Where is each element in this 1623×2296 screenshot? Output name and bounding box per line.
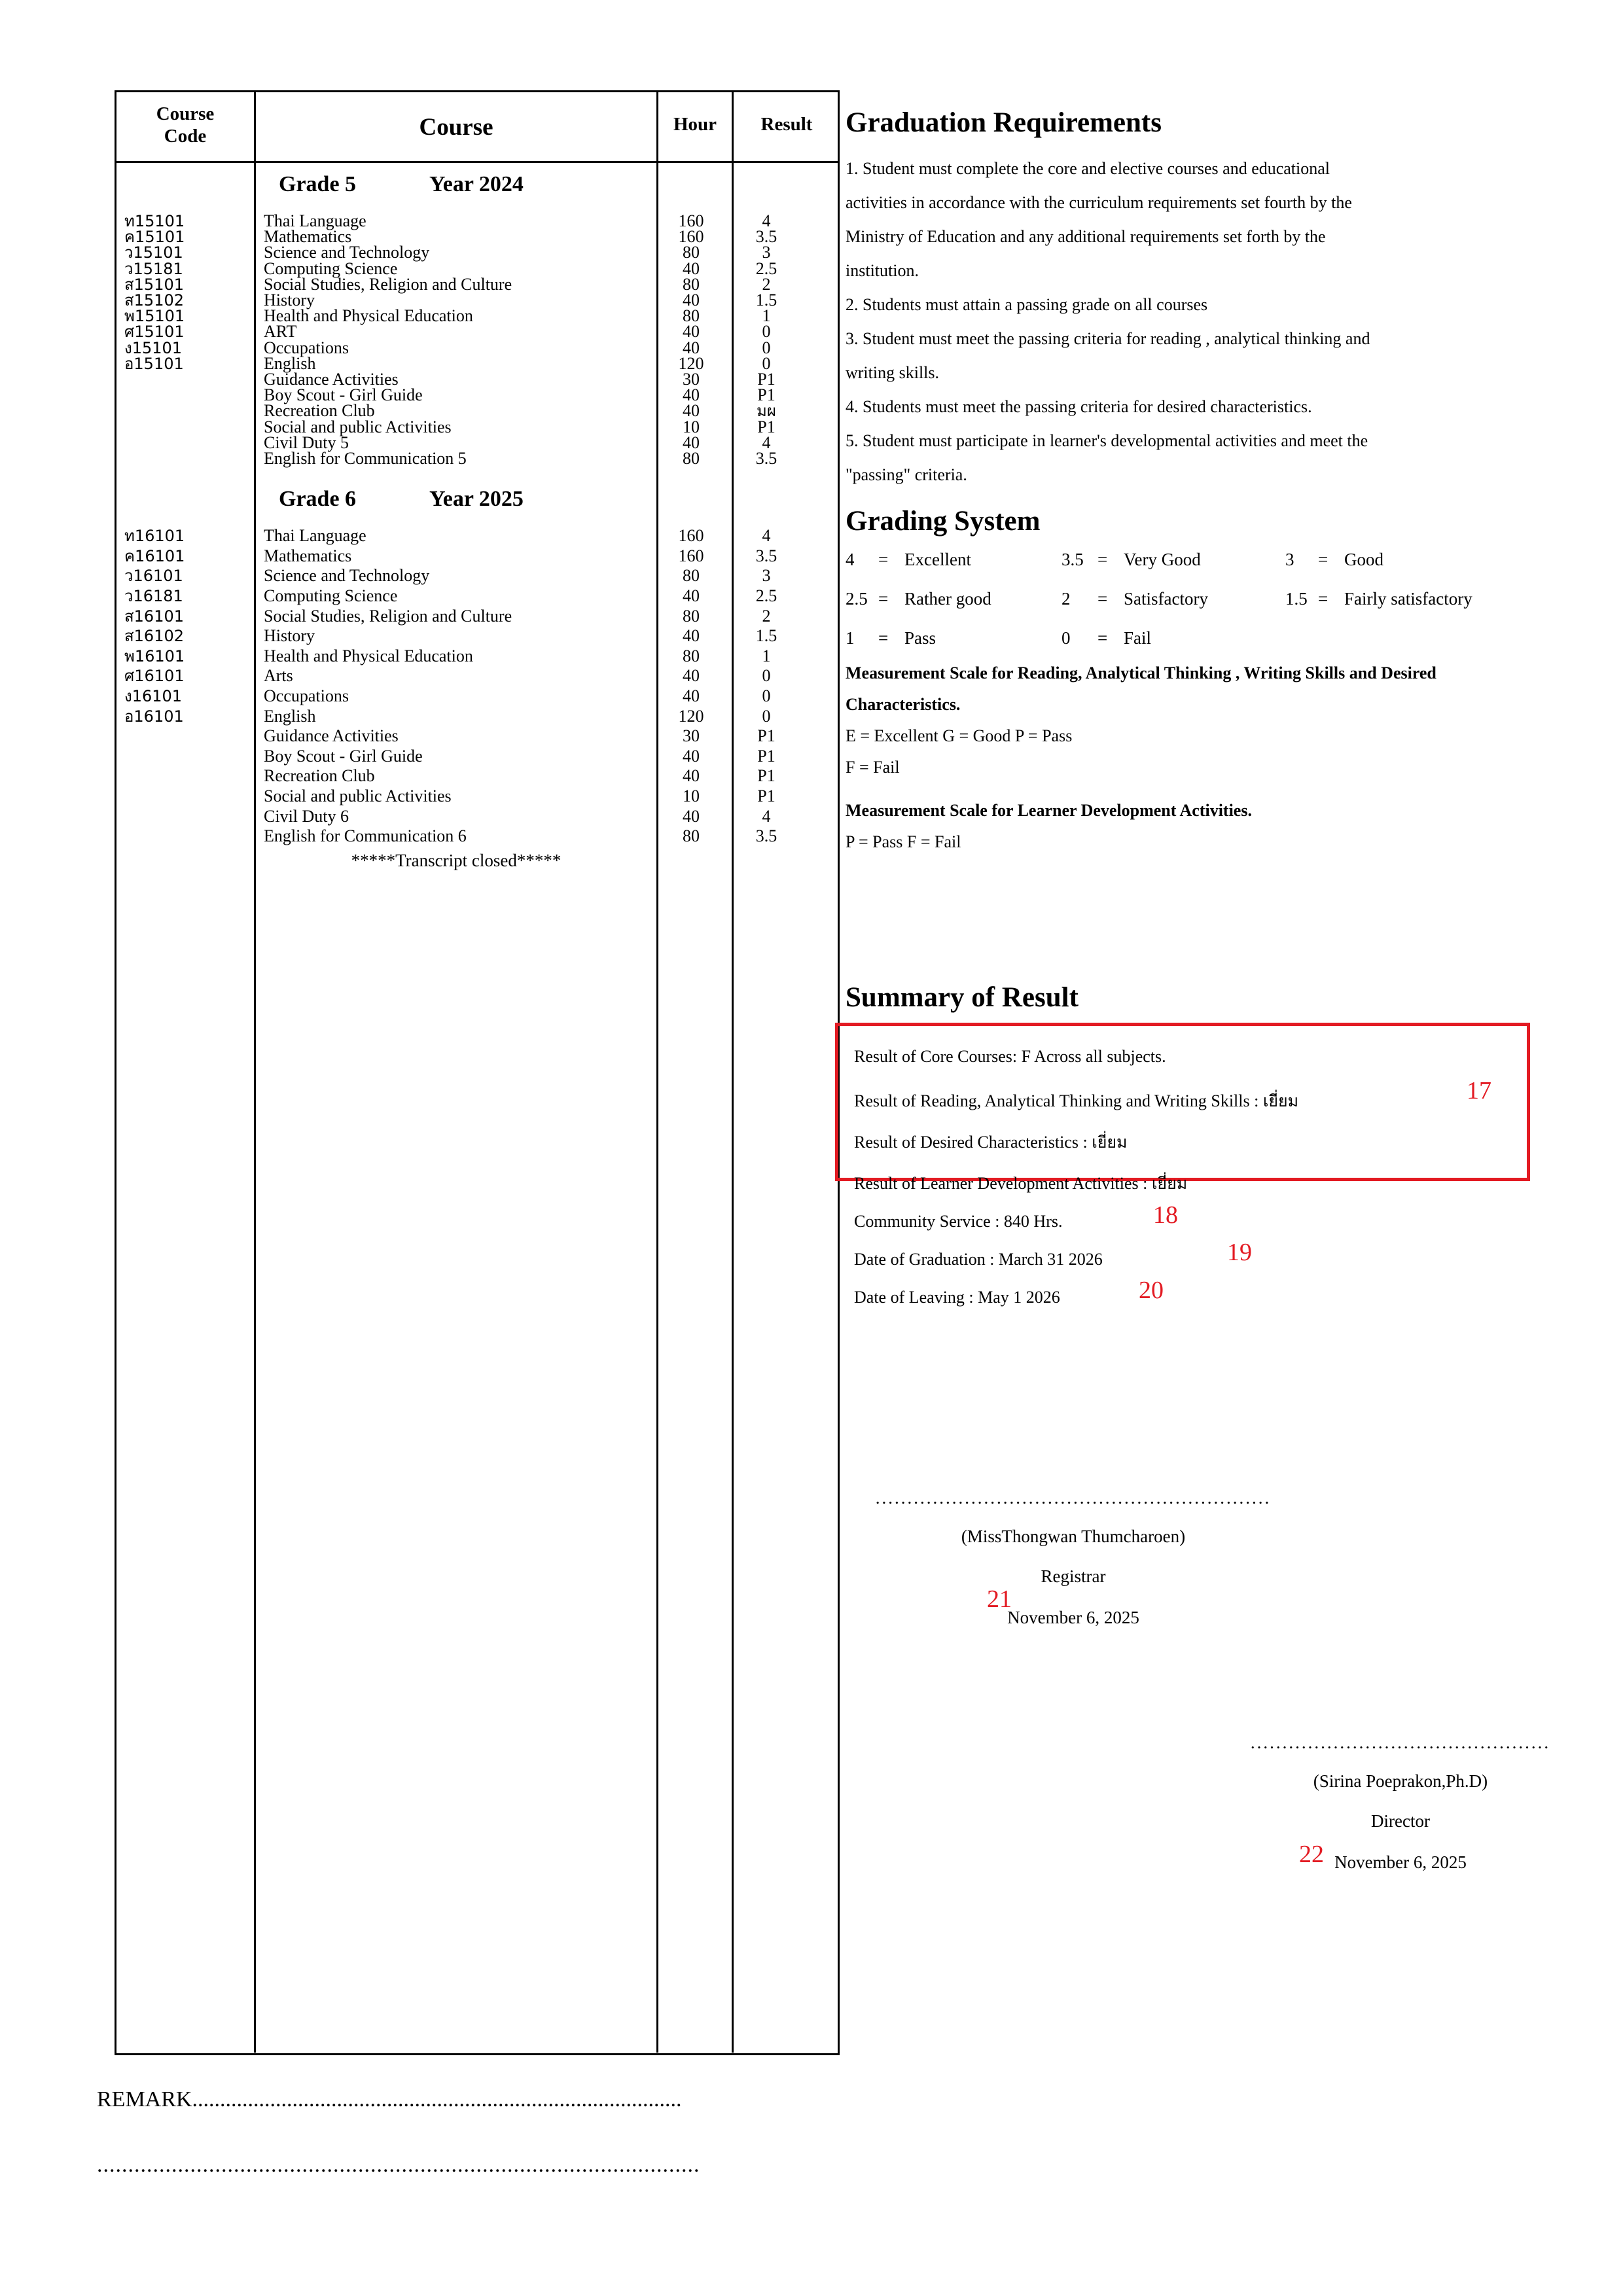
cell-course-name: Social and public Activities bbox=[264, 786, 452, 805]
table-row bbox=[116, 448, 838, 470]
section-header-1 bbox=[256, 172, 656, 198]
cell-course-name: History bbox=[264, 291, 315, 309]
cell-hour: 80 bbox=[683, 566, 700, 586]
cell-result: 0 bbox=[762, 706, 771, 726]
grade-equals: = bbox=[1318, 589, 1329, 609]
cell-result: 2.5 bbox=[755, 586, 777, 605]
table-row bbox=[116, 745, 838, 768]
cell-hour: 40 bbox=[683, 626, 700, 646]
cell-result: 0 bbox=[762, 686, 771, 705]
grading-scale bbox=[846, 540, 1618, 658]
graduation-requirement-line-1: 1. Student must complete the core and elective courses and educational bbox=[846, 159, 1330, 179]
cell-result: P1 bbox=[757, 786, 776, 805]
table-row bbox=[116, 645, 838, 667]
annotation-22: 22 bbox=[1299, 1841, 1324, 1868]
cell-course-name: Health and Physical Education bbox=[264, 306, 473, 326]
cell-course-name: Occupations bbox=[264, 338, 349, 357]
summary-reading-label: Result of Reading, Analytical Thinking and Writing Skills : bbox=[854, 1091, 1263, 1110]
cell-course-code: ง15101 bbox=[124, 338, 183, 357]
cell-result: P1 bbox=[757, 746, 776, 766]
grade-equals: = bbox=[878, 589, 889, 609]
cell-course-code: ง16101 bbox=[124, 687, 183, 705]
cell-hour: 10 bbox=[683, 786, 700, 805]
grade-label: Fail bbox=[1124, 628, 1152, 648]
cell-course-name: Recreation Club bbox=[264, 401, 375, 421]
table-row bbox=[116, 525, 838, 547]
graduation-requirement-line-3: Ministry of Education and any additional requirements set forth by the bbox=[846, 227, 1326, 247]
graduation-requirements-list bbox=[846, 152, 1618, 492]
grade-value: 3 bbox=[1285, 550, 1294, 570]
table-row bbox=[116, 545, 838, 567]
table-row bbox=[116, 705, 838, 728]
cell-result: 1 bbox=[762, 646, 771, 665]
section-year: Year 2024 bbox=[429, 172, 524, 196]
cell-hour: 40 bbox=[683, 586, 700, 605]
cell-result: 4 bbox=[762, 806, 771, 826]
grade-label: Excellent bbox=[904, 550, 971, 570]
cell-hour: 40 bbox=[683, 385, 700, 405]
cell-course-code: พ15101 bbox=[124, 307, 185, 326]
cell-hour: 80 bbox=[683, 606, 700, 626]
cell-course-name: Health and Physical Education bbox=[264, 646, 473, 665]
cell-course-code: อ16101 bbox=[124, 707, 184, 726]
cell-result: 0 bbox=[762, 322, 771, 342]
table-row bbox=[116, 665, 838, 687]
graduation-requirement-line-6: 3. Student must meet the passing criteria for reading , analytical thinking and bbox=[846, 329, 1370, 349]
cell-result: 4 bbox=[762, 433, 771, 452]
cell-hour: 40 bbox=[683, 258, 700, 278]
section-grade: Grade 5 bbox=[279, 172, 357, 196]
cell-course-code: ท16101 bbox=[124, 527, 185, 546]
summary-date-of-graduation: Date of Graduation : March 31 2026 bbox=[854, 1250, 1103, 1269]
cell-course-code: ท15101 bbox=[124, 212, 185, 230]
summary-reading-skills bbox=[854, 1088, 1298, 1114]
cell-result: 2 bbox=[762, 606, 771, 626]
table-row bbox=[116, 805, 838, 828]
cell-course-name: Mathematics bbox=[264, 227, 352, 247]
cell-hour: 10 bbox=[683, 417, 700, 436]
cell-hour: 160 bbox=[678, 227, 704, 247]
cell-result: 4 bbox=[762, 211, 771, 230]
summary-desired-value: เยี่ยม bbox=[1092, 1133, 1128, 1152]
cell-course-code: อ15101 bbox=[124, 354, 184, 373]
table-row bbox=[116, 785, 838, 807]
remark-line bbox=[97, 2087, 681, 2112]
cell-hour: 40 bbox=[683, 433, 700, 452]
remark-label: REMARK bbox=[97, 2087, 192, 2111]
cell-result: 0 bbox=[762, 666, 771, 686]
grade-equals: = bbox=[1097, 628, 1108, 648]
grade-equals: = bbox=[1097, 550, 1108, 570]
cell-course-name: English bbox=[264, 706, 316, 726]
cell-hour: 40 bbox=[683, 291, 700, 309]
cell-result: 4 bbox=[762, 526, 771, 546]
cell-course-name: ART bbox=[264, 322, 297, 342]
cell-course-code: ศ16101 bbox=[124, 667, 185, 686]
table-row bbox=[116, 685, 838, 707]
summary-lda-value: เยี่ยม bbox=[1151, 1174, 1188, 1193]
cell-result: P1 bbox=[757, 726, 776, 746]
right-column bbox=[846, 108, 1618, 858]
column-header-result: Result bbox=[760, 114, 813, 135]
cell-course-name: Occupations bbox=[264, 686, 349, 705]
section-header-2 bbox=[256, 487, 656, 513]
grade-label: Rather good bbox=[904, 589, 991, 609]
cell-course-name: Computing Science bbox=[264, 258, 398, 278]
cell-result: 3.5 bbox=[755, 449, 777, 468]
registrar-name: (MissThongwan Thumcharoen) bbox=[961, 1527, 1186, 1546]
cell-result: 1 bbox=[762, 306, 771, 326]
graduation-requirement-line-8: 4. Students must meet the passing criteria for desired characteristics. bbox=[846, 397, 1312, 417]
cell-course-name: Civil Duty 6 bbox=[264, 806, 349, 826]
measurement-rw-head-1: Measurement Scale for Reading, Analytical Thinking , Writing Skills and Desired bbox=[846, 663, 1436, 683]
cell-hour: 30 bbox=[683, 370, 700, 389]
cell-hour: 80 bbox=[683, 449, 700, 468]
summary-core-courses: Result of Core Courses: F Across all subjects. bbox=[854, 1047, 1166, 1066]
director-name: (Sirina Poeprakon,Ph.D) bbox=[1313, 1771, 1488, 1791]
cell-course-code: พ16101 bbox=[124, 646, 185, 665]
cell-course-name: Social Studies, Religion and Culture bbox=[264, 606, 512, 626]
cell-course-name: Recreation Club bbox=[264, 766, 375, 786]
cell-course-code: ส15101 bbox=[124, 275, 184, 294]
cell-course-name: Science and Technology bbox=[264, 566, 430, 586]
cell-hour: 120 bbox=[678, 706, 704, 726]
cell-course-name: Mathematics bbox=[264, 546, 352, 565]
cell-result: 0 bbox=[762, 353, 771, 373]
section-grade: Grade 6 bbox=[279, 487, 357, 512]
cell-course-name: Computing Science bbox=[264, 586, 398, 605]
cell-result: 3.5 bbox=[755, 227, 777, 247]
grade-value: 4 bbox=[846, 550, 855, 570]
grade-label: Fairly satisfactory bbox=[1344, 589, 1472, 609]
summary-date-of-leaving: Date of Leaving : May 1 2026 bbox=[854, 1288, 1060, 1307]
grade-label: Satisfactory bbox=[1124, 589, 1208, 609]
cell-result: 3.5 bbox=[755, 546, 777, 565]
cell-hour: 40 bbox=[683, 322, 700, 342]
summary-desired-characteristics bbox=[854, 1129, 1128, 1156]
cell-result: 3 bbox=[762, 243, 771, 262]
measurement-rw-head-2: Characteristics. bbox=[846, 695, 961, 715]
cell-hour: 40 bbox=[683, 746, 700, 766]
cell-hour: 160 bbox=[678, 211, 704, 230]
grade-value: 1 bbox=[846, 628, 855, 648]
graduation-requirement-line-7: writing skills. bbox=[846, 363, 940, 383]
cell-hour: 40 bbox=[683, 686, 700, 705]
summary-of-result-title: Summary of Result bbox=[846, 982, 1079, 1013]
cell-result: 2 bbox=[762, 274, 771, 294]
grading-scale-row-3 bbox=[846, 618, 1618, 658]
cell-course-code: ส16101 bbox=[124, 607, 184, 626]
column-header-course-code bbox=[116, 103, 254, 147]
graduation-requirement-line-5: 2. Students must attain a passing grade on all courses bbox=[846, 295, 1208, 315]
remark-dots-2: ................................................................................................. bbox=[97, 2153, 700, 2177]
measurement-lda-line: P = Pass F = Fail bbox=[846, 832, 961, 852]
table-row bbox=[116, 585, 838, 607]
grade-label: Good bbox=[1344, 550, 1383, 570]
cell-hour: 120 bbox=[678, 353, 704, 373]
annotation-19: 19 bbox=[1227, 1239, 1252, 1266]
grade-value: 0 bbox=[1061, 628, 1071, 648]
cell-course-name: Arts bbox=[264, 666, 293, 686]
cell-hour: 40 bbox=[683, 806, 700, 826]
transcript-closed-note: *****Transcript closed***** bbox=[351, 850, 562, 870]
cell-course-code: ว16101 bbox=[124, 567, 183, 586]
grading-scale-row-2 bbox=[846, 579, 1618, 618]
cell-result: 2.5 bbox=[755, 258, 777, 278]
cell-result: P1 bbox=[757, 766, 776, 786]
annotation-20: 20 bbox=[1139, 1277, 1164, 1304]
cell-course-code: ศ15101 bbox=[124, 323, 185, 342]
cell-course-name: Boy Scout - Girl Guide bbox=[264, 385, 423, 405]
grade-label: Very Good bbox=[1124, 550, 1201, 570]
cell-course-code: ส16102 bbox=[124, 627, 184, 646]
cell-hour: 80 bbox=[683, 306, 700, 326]
summary-desired-label: Result of Desired Characteristics : bbox=[854, 1133, 1092, 1152]
measurement-lda-head: Measurement Scale for Learner Development Activities. bbox=[846, 801, 1252, 821]
grade-equals: = bbox=[1097, 589, 1108, 609]
cell-course-name: History bbox=[264, 626, 315, 646]
grade-equals: = bbox=[1318, 550, 1329, 570]
cell-course-code: ว15181 bbox=[124, 259, 183, 278]
cell-hour: 80 bbox=[683, 826, 700, 846]
summary-community-service: Community Service : 840 Hrs. bbox=[854, 1212, 1063, 1231]
cell-hour: 40 bbox=[683, 766, 700, 786]
cell-course-code: ว16181 bbox=[124, 587, 183, 605]
cell-course-code: ค15101 bbox=[124, 228, 185, 247]
cell-result: P1 bbox=[757, 417, 776, 436]
summary-lda-label: Result of Learner Development Activities : bbox=[854, 1174, 1152, 1193]
column-header-course: Course bbox=[419, 114, 493, 141]
cell-course-code: ว15101 bbox=[124, 243, 183, 262]
cell-course-name: Civil Duty 5 bbox=[264, 433, 349, 452]
cell-result: 0 bbox=[762, 338, 771, 357]
table-row bbox=[116, 565, 838, 587]
table-row bbox=[116, 605, 838, 627]
cell-result: 1.5 bbox=[755, 291, 777, 309]
table-row bbox=[116, 765, 838, 787]
annotation-18: 18 bbox=[1153, 1201, 1178, 1229]
grade-value: 2 bbox=[1061, 589, 1071, 609]
registrar-signature-block bbox=[870, 1489, 1276, 1627]
column-header-hour: Hour bbox=[673, 114, 717, 135]
graduation-requirement-line-4: institution. bbox=[846, 261, 919, 281]
cell-result: 3 bbox=[762, 566, 771, 586]
remark-dots-1: ........................................................................................ bbox=[192, 2087, 682, 2111]
summary-reading-value: เยี่ยม bbox=[1262, 1091, 1299, 1110]
grade-equals: = bbox=[878, 550, 889, 570]
course-code-header-line1: Course bbox=[156, 103, 215, 124]
cell-hour: 80 bbox=[683, 243, 700, 262]
graduation-requirement-line-9: 5. Student must participate in learner's developmental activities and meet the bbox=[846, 431, 1368, 451]
registrar-role: Registrar bbox=[1041, 1566, 1106, 1586]
grading-scale-row-1 bbox=[846, 540, 1618, 579]
cell-course-code: ส15102 bbox=[124, 291, 184, 309]
grade-value: 2.5 bbox=[846, 589, 868, 609]
cell-result: P1 bbox=[757, 385, 776, 405]
table-body bbox=[116, 163, 838, 2053]
table-header-row bbox=[116, 92, 838, 163]
cell-course-name: Social and public Activities bbox=[264, 417, 452, 436]
cell-hour: 80 bbox=[683, 274, 700, 294]
table-row bbox=[116, 625, 838, 647]
cell-hour: 160 bbox=[678, 546, 704, 565]
summary-learner-development bbox=[854, 1171, 1187, 1197]
grade-label: Pass bbox=[904, 628, 936, 648]
cell-result: มผ bbox=[757, 402, 776, 421]
cell-hour: 160 bbox=[678, 526, 704, 546]
course-table bbox=[115, 90, 840, 2055]
cell-course-name: Social Studies, Religion and Culture bbox=[264, 274, 512, 294]
cell-course-name: Science and Technology bbox=[264, 243, 430, 262]
director-role: Director bbox=[1371, 1811, 1430, 1831]
cell-course-name: English for Communication 6 bbox=[264, 826, 467, 846]
graduation-requirements-title: Graduation Requirements bbox=[846, 107, 1162, 138]
cell-course-name: English for Communication 5 bbox=[264, 449, 467, 468]
cell-hour: 40 bbox=[683, 401, 700, 421]
cell-hour: 40 bbox=[683, 338, 700, 357]
cell-course-code: ค16101 bbox=[124, 546, 185, 565]
measurement-rw-line-1: E = Excellent G = Good P = Pass bbox=[846, 726, 1073, 746]
director-date: November 6, 2025 bbox=[1334, 1852, 1467, 1872]
measurement-rw-line-2: F = Fail bbox=[846, 758, 900, 777]
graduation-requirement-line-2: activities in accordance with the curriculum requirements set fourth by the bbox=[846, 193, 1352, 213]
cell-result: 1.5 bbox=[755, 626, 777, 646]
cell-course-name: Thai Language bbox=[264, 211, 366, 230]
cell-result: P1 bbox=[757, 370, 776, 389]
cell-result: 3.5 bbox=[755, 826, 777, 846]
registrar-date: November 6, 2025 bbox=[1007, 1608, 1139, 1627]
grade-value: 3.5 bbox=[1061, 550, 1084, 570]
graduation-requirement-line-10: "passing" criteria. bbox=[846, 465, 967, 485]
director-signature-line: ............................................... bbox=[1250, 1733, 1551, 1752]
table-row bbox=[116, 725, 838, 747]
registrar-signature-line: .............................................................. bbox=[875, 1488, 1272, 1508]
director-signature-block bbox=[1191, 1734, 1610, 1871]
annotation-17: 17 bbox=[1467, 1077, 1491, 1104]
cell-course-name: Boy Scout - Girl Guide bbox=[264, 746, 423, 766]
cell-course-name: Guidance Activities bbox=[264, 370, 399, 389]
section-year: Year 2025 bbox=[429, 487, 524, 512]
grade-equals: = bbox=[878, 628, 889, 648]
table-row bbox=[116, 825, 838, 847]
cell-hour: 30 bbox=[683, 726, 700, 746]
cell-course-name: Guidance Activities bbox=[264, 726, 399, 746]
course-code-header-line2: Code bbox=[164, 126, 207, 147]
cell-hour: 40 bbox=[683, 666, 700, 686]
cell-course-name: English bbox=[264, 353, 316, 373]
annotation-21: 21 bbox=[987, 1585, 1012, 1613]
grading-system-title: Grading System bbox=[846, 506, 1041, 537]
grade-value: 1.5 bbox=[1285, 589, 1308, 609]
cell-course-name: Thai Language bbox=[264, 526, 366, 546]
cell-hour: 80 bbox=[683, 646, 700, 665]
